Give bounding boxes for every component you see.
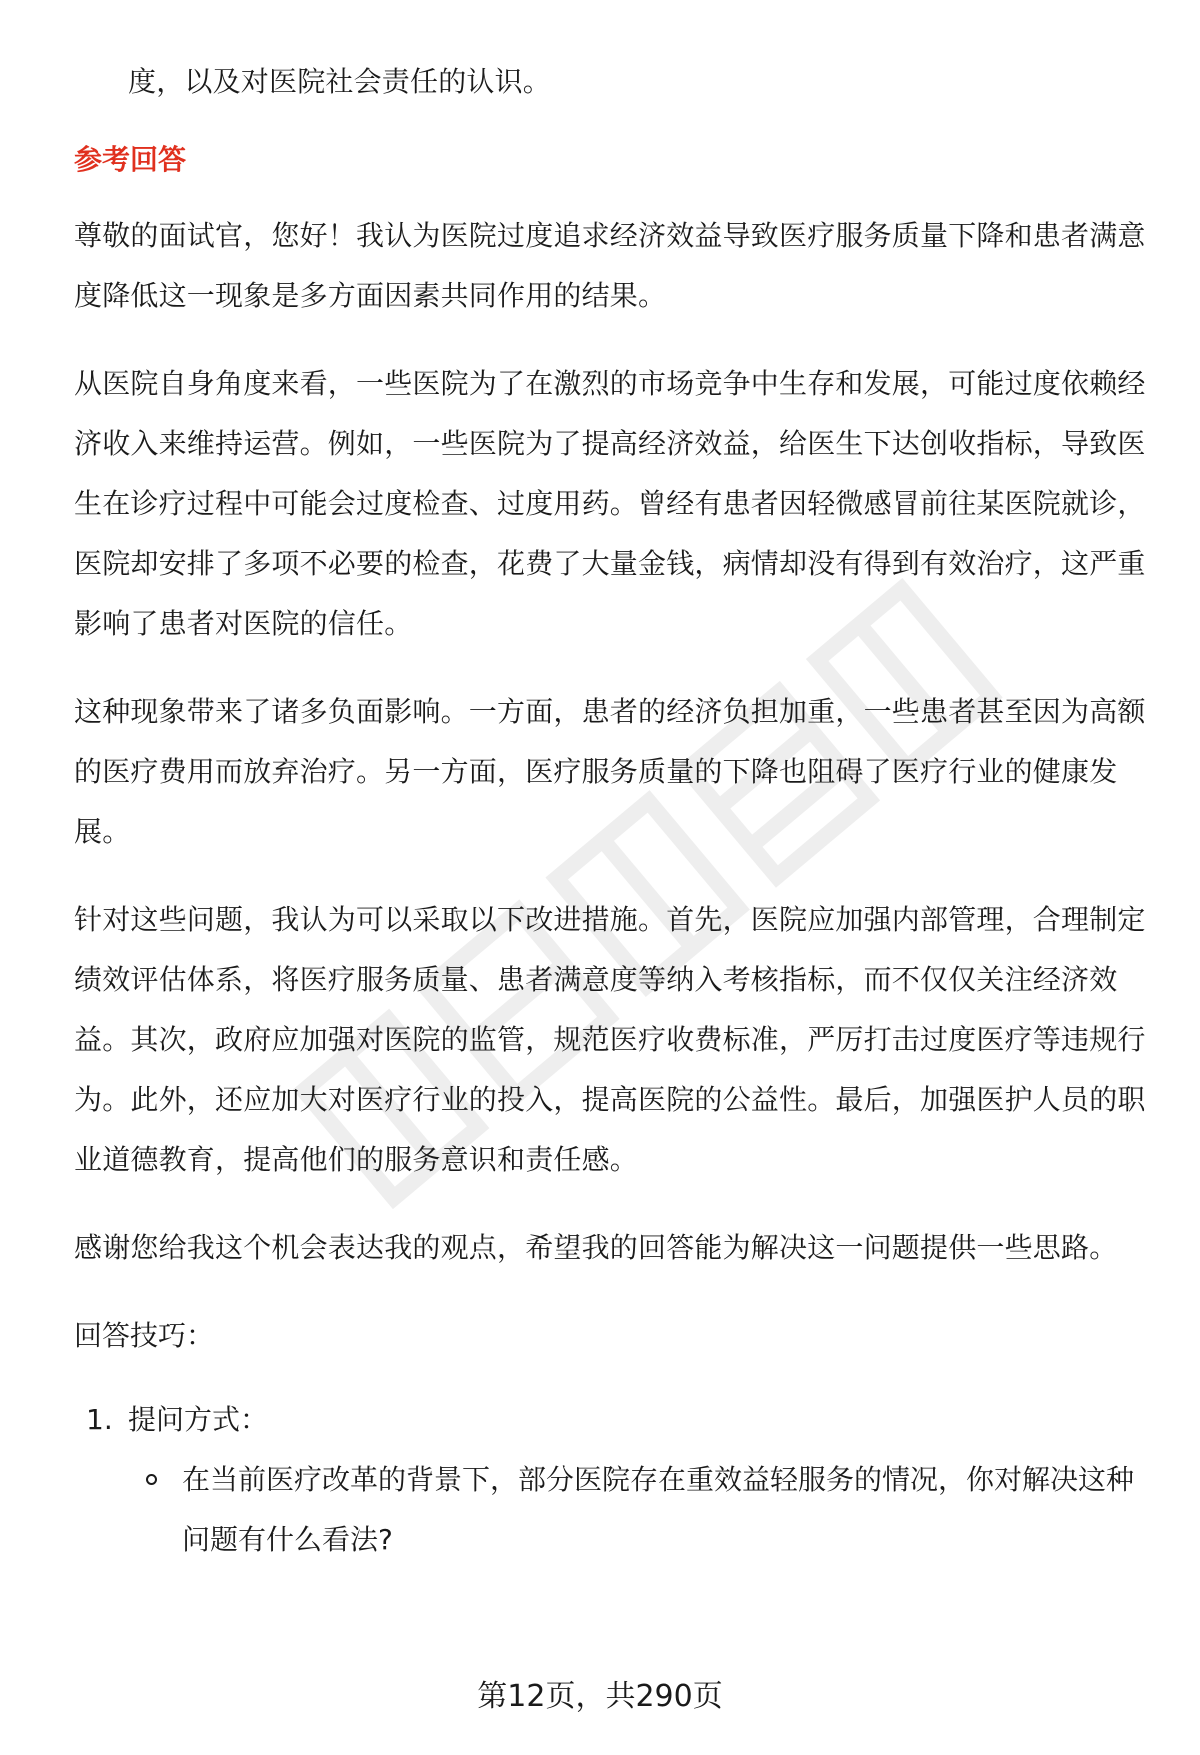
hollow-bullet-icon xyxy=(146,1474,157,1485)
answer-tips-label: 回答技巧： xyxy=(74,1319,215,1352)
continuation-line: 度，以及对医院社会责任的认识。 xyxy=(128,65,552,98)
document-body xyxy=(74,52,1150,1570)
answer-paragraph-3: 这种现象带来了诸多负面影响。一方面，患者的经济负担加重，一些患者甚至因为高额的医疗费用而放弃治疗。另一方面，医疗服务质量的下降也阻碍了医疗行业的健康发展。 xyxy=(74,695,1146,848)
answer-paragraph-1: 尊敬的面试官，您好！我认为医院过度追求经济效益导致医疗服务质量下降和患者满意度降低这一现象是多方面因素共同作用的结果。 xyxy=(74,219,1146,312)
tip-number: 1. xyxy=(86,1403,113,1436)
reference-answer-heading: 参考回答 xyxy=(74,143,187,176)
tip-title: 提问方式： xyxy=(128,1403,269,1436)
answer-paragraph-5: 感谢您给我这个机会表达我的观点，希望我的回答能为解决这一问题提供一些思路。 xyxy=(74,1231,1118,1264)
tip-item xyxy=(74,1390,1150,1570)
tip-bullet-item xyxy=(128,1450,1150,1570)
page-number-footer: 第12页，共290页 xyxy=(477,1679,723,1714)
tip-bullet-list xyxy=(128,1450,1150,1570)
answer-paragraph-4: 针对这些问题，我认为可以采取以下改进措施。首先，医院应加强内部管理，合理制定绩效评估体系，将医疗服务质量、患者满意度等纳入考核指标，而不仅仅关注经济效益。其次，政府应加强对医院的监管，规范医疗收费标准，严厉打击过度医疗等违规行为。此外，还应加大对医疗行业的投入，提高医院的公益性。最后，加强医护人员的职业道德教育，提高他们的服务意识和责任感。 xyxy=(74,903,1146,1176)
answer-paragraph-2: 从医院自身角度来看，一些医院为了在激烈的市场竞争中生存和发展，可能过度依赖经济收入来维持运营。例如，一些医院为了提高经济效益，给医生下达创收指标，导致医生在诊疗过程中可能会过度检查、过度用药。曾经有患者因轻微感冒前往某医院就诊，医院却安排了多项不必要的检查，花费了大量金钱，病情却没有得到有效治疗，这严重影响了患者对医院的信任。 xyxy=(74,367,1146,640)
tip-bullet-text: 在当前医疗改革的背景下，部分医院存在重效益轻服务的情况，你对解决这种问题有什么看法? xyxy=(182,1463,1135,1556)
tips-list xyxy=(74,1390,1150,1570)
